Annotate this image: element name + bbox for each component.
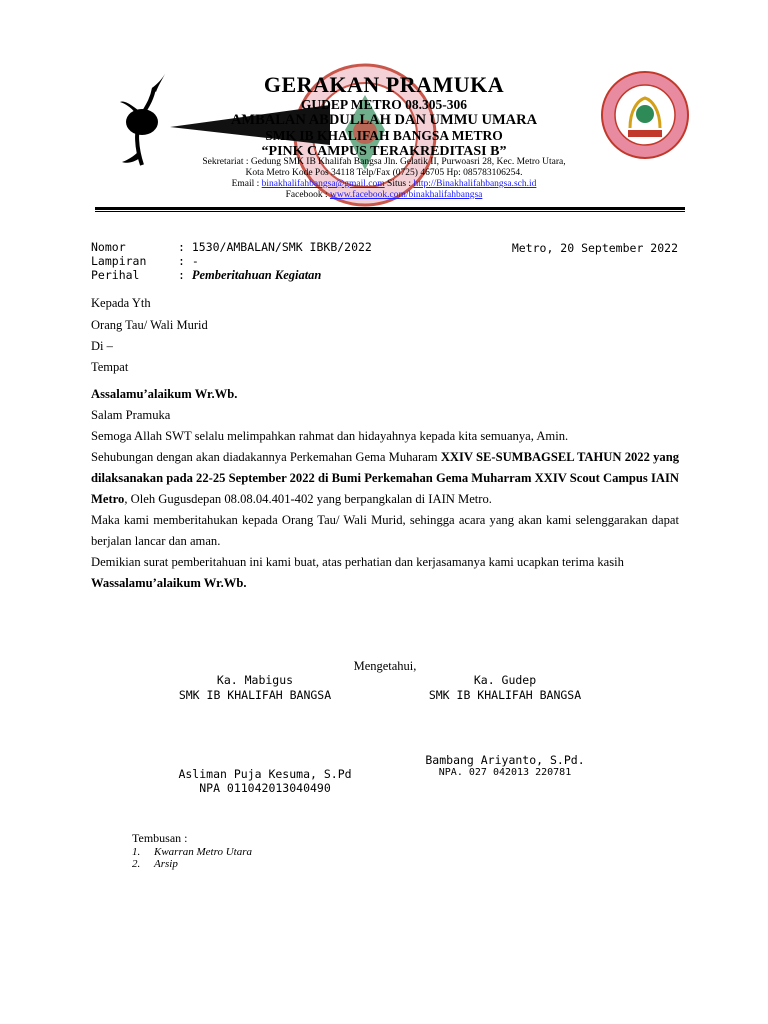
right-signer-name: Bambang Ariyanto, S.Pd.	[425, 753, 585, 767]
header-divider-thick	[95, 207, 685, 210]
header-contact-line	[0, 179, 768, 189]
header-motto: “PINK CAMPUS TERAKREDITASI B”	[261, 144, 507, 159]
left-signer-name: Asliman Puja Kesuma, S.Pd	[178, 767, 352, 781]
left-signer-title: Ka. Mabigus	[216, 673, 294, 687]
nomor-label: Nomor	[91, 240, 126, 254]
perihal-label: Perihal	[91, 268, 140, 282]
header-address-1: Sekretariat : Gedung SMK IB Khalifah Bangsa Jln. Gelatik II, Purwoasri 28, Kec. Metro Utara,	[202, 157, 566, 167]
header-gudep: GUDEP METRO 08.305-306	[300, 97, 468, 112]
paragraph-2: Sehubungan dengan akan diadakannya Perkemahan Gema Muharam XXIV SE-SUMBAGSEL TAHUN 2022 yang dilaksanakan pada 22-25 September 2022 di Bumi Perkemahan Gema Muharram XXIV Scout Campus IAIN Metro, Oleh Gugusdepan 08.08.04.401-402 yang berpangkalan di IAIN Metro.	[91, 450, 680, 506]
header-address-2: Kota Metro Kode Pos 34118 Telp/Fax (0725) 46705 Hp: 085783106254.	[245, 168, 523, 178]
email-link[interactable]: binakhalifahbangsa@gmail.com	[261, 179, 385, 189]
right-signer-npa: NPA. 027 042013 220781	[438, 767, 572, 778]
header-school: SMK IB KHALIFAH BANGSA METRO	[265, 128, 503, 143]
paragraph-3: Maka kami memberitahukan kepada Orang Tau/ Wali Murid, sehingga acara yang akan kami selenggarakan dapat berjalan lancar dan aman.	[91, 513, 679, 548]
recipient-line-2: Orang Tau/ Wali Murid	[91, 318, 208, 332]
email-label: Email :	[231, 179, 262, 189]
recipient-line-3: Di –	[91, 339, 113, 353]
header-divider-thin	[95, 211, 685, 212]
salam: Salam Pramuka	[91, 408, 171, 422]
right-signer-title: Ka. Gudep	[473, 673, 537, 687]
lampiran-label: Lampiran	[91, 254, 147, 268]
paragraph-4: Demikian surat pemberitahuan ini kami buat, atas perhatian dan kerjasamanya kami ucapkan terima kasih	[91, 555, 624, 569]
mengetahui: Mengetahui,	[353, 659, 417, 673]
greeting: Assalamu’alaikum Wr.Wb.	[91, 387, 238, 401]
site-link[interactable]: http://Binakhalifahbangsa.sch.id	[413, 179, 537, 189]
recipient-line-4: Tempat	[91, 360, 129, 374]
recipient-line-1: Kepada Yth	[91, 296, 151, 310]
left-signer-org: SMK IB KHALIFAH BANGSA	[178, 688, 332, 702]
site-label: Situs :	[384, 179, 414, 189]
tembusan-item: 2. Arsip	[132, 858, 178, 870]
right-signer-org: SMK IB KHALIFAH BANGSA	[428, 688, 582, 702]
header-facebook-line	[0, 190, 768, 200]
closing: Wassalamu’alaikum Wr.Wb.	[91, 576, 247, 590]
perihal-value: Pemberitahuan Kegiatan	[191, 268, 322, 282]
facebook-link[interactable]: www.facebook.com/binakhalifahbangsa	[329, 190, 483, 200]
header-ambalan: AMBALAN ABDULLAH DAN UMMU UMARA	[230, 112, 538, 128]
facebook-label: Facebook :	[285, 190, 330, 200]
lampiran-value: : -	[178, 254, 199, 268]
nomor-value: : 1530/AMBALAN/SMK IBKB/2022	[178, 240, 372, 254]
letter-body	[91, 384, 679, 594]
header-org: GERAKAN PRAMUKA	[263, 72, 505, 97]
tembusan-item: 1. Kwarran Metro Utara	[132, 846, 252, 858]
paragraph-1: Semoga Allah SWT selalu melimpahkan rahmat dan hidayahnya kepada kita semuanya, Amin.	[91, 429, 569, 443]
left-signer-npa: NPA 011042013040490	[199, 781, 331, 795]
perihal-line: : Pemberitahuan Kegiatan	[178, 268, 322, 282]
tembusan-label: Tembusan :	[132, 831, 188, 845]
letter-date: Metro, 20 September 2022	[511, 241, 678, 255]
event-name: XXIV SE-SUMBAGSEL TAHUN 2022 yang dilaksanakan pada 22-25 September 2022 di Bumi Perkemahan Gema Muharram XXIV Scout Campus IAIN Metro	[91, 450, 680, 506]
